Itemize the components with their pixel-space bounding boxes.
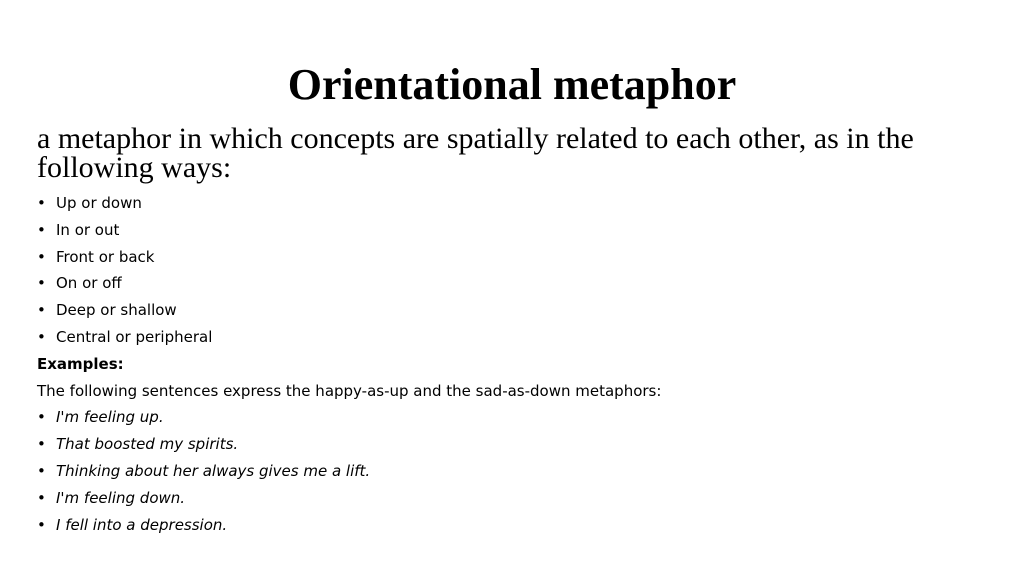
directions-list xyxy=(37,190,997,351)
list-item xyxy=(37,217,997,244)
bullet-icon: • xyxy=(37,515,46,534)
list-item xyxy=(37,431,997,458)
direction-label: Deep or shallow xyxy=(56,301,177,320)
list-item xyxy=(37,324,997,351)
slide-body xyxy=(37,190,997,538)
list-item xyxy=(37,244,997,271)
bullet-icon: • xyxy=(37,461,46,480)
bullet-icon: • xyxy=(37,327,46,346)
example-sentence: Thinking about her always gives me a lift. xyxy=(56,461,371,480)
examples-list xyxy=(37,404,997,538)
bullet-icon: • xyxy=(37,435,46,454)
bullet-icon: • xyxy=(37,301,46,320)
list-item xyxy=(37,404,997,431)
slide-title: Orientational metaphor xyxy=(287,60,737,109)
bullet-icon: • xyxy=(37,274,46,293)
list-item xyxy=(37,270,997,297)
bullet-icon: • xyxy=(37,220,46,239)
list-item xyxy=(37,297,997,324)
list-item xyxy=(37,485,997,512)
examples-intro: The following sentences express the happy-as-up and the sad-as-down metaphors: xyxy=(37,381,662,400)
example-sentence: I'm feeling down. xyxy=(56,488,186,507)
examples-heading: Examples: xyxy=(37,354,124,373)
direction-label: Up or down xyxy=(56,194,142,212)
direction-label: Front or back xyxy=(56,247,155,266)
example-sentence: I fell into a depression. xyxy=(56,515,228,534)
bullet-icon: • xyxy=(37,194,46,212)
example-sentence: I'm feeling up. xyxy=(56,408,164,427)
direction-label: On or off xyxy=(56,274,122,293)
intro-text: a metaphor in which concepts are spatially related to each other, as in the following ways: xyxy=(37,122,914,184)
bullet-icon: • xyxy=(37,247,46,266)
direction-label: In or out xyxy=(56,220,120,239)
bullet-icon: • xyxy=(37,408,46,427)
list-item xyxy=(37,458,997,485)
example-sentence: That boosted my spirits. xyxy=(56,435,239,454)
list-item xyxy=(37,190,997,217)
list-item xyxy=(37,512,997,539)
bullet-icon: • xyxy=(37,488,46,507)
direction-label: Central or peripheral xyxy=(56,327,213,346)
